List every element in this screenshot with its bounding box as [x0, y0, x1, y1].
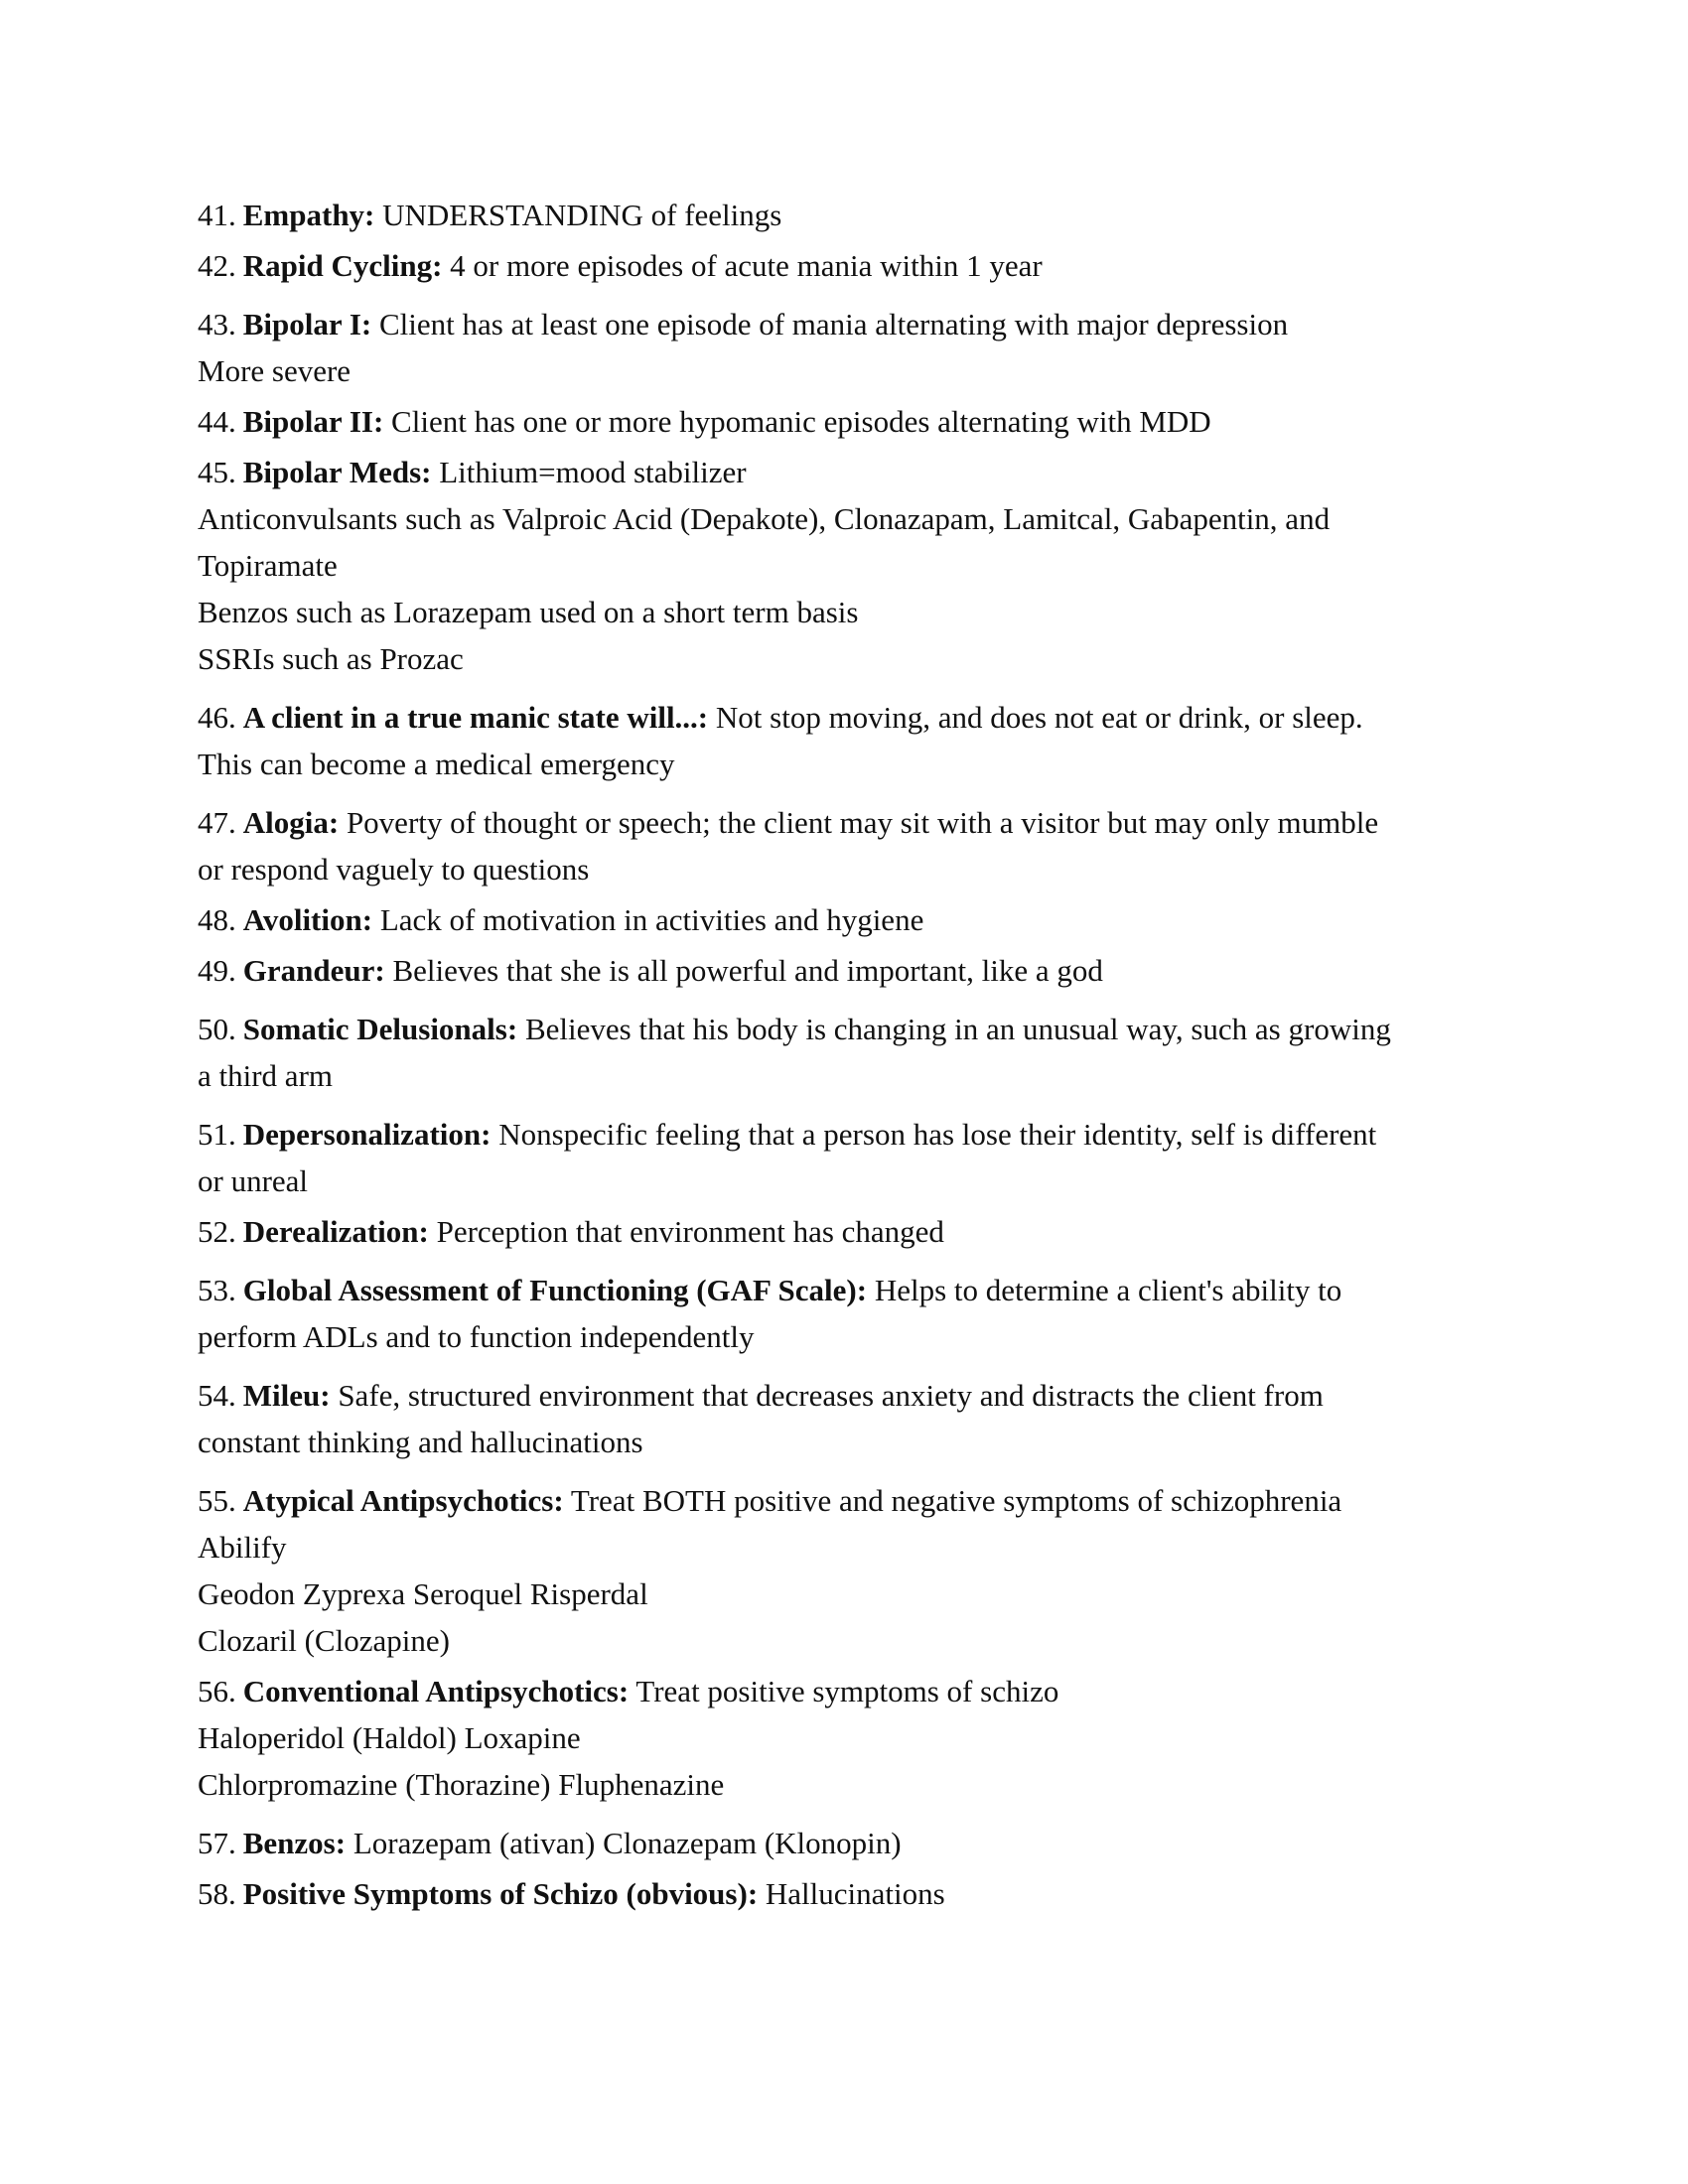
- glossary-entry: [198, 799, 1488, 892]
- entry-number: 52.: [198, 1214, 236, 1249]
- entry-term: Empathy:: [242, 198, 375, 232]
- entry-first-line: [198, 1208, 1488, 1255]
- entry-number: 58.: [198, 1876, 236, 1911]
- entry-definition: Believes that his body is changing in an unusual way, such as growing: [524, 1012, 1391, 1046]
- entry-number: 57.: [198, 1826, 236, 1860]
- glossary-entry: [198, 1668, 1488, 1808]
- entry-first-line: [198, 799, 1488, 846]
- entry-term: Benzos:: [242, 1826, 347, 1860]
- glossary-entry: [198, 242, 1488, 289]
- glossary-entry: [198, 896, 1488, 943]
- entry-number: 54.: [198, 1378, 236, 1413]
- entry-definition: Not stop moving, and does not eat or drink, or sleep.: [715, 700, 1363, 735]
- entry-definition: Treat positive symptoms of schizo: [635, 1674, 1059, 1708]
- entry-continuation-line: Benzos such as Lorazepam used on a short term basis: [198, 595, 859, 629]
- entry-term: Somatic Delusionals:: [242, 1012, 518, 1046]
- entry-term: Atypical Antipsychotics:: [242, 1483, 564, 1518]
- entry-definition: Client has at least one episode of mania alternating with major depression: [378, 307, 1289, 341]
- entry-first-line: [198, 449, 1488, 495]
- entry-term: Conventional Antipsychotics:: [242, 1674, 630, 1708]
- entry-definition: Treat BOTH positive and negative symptoms of schizophrenia: [570, 1483, 1342, 1518]
- entry-continuation-line: a third arm: [198, 1058, 334, 1093]
- entry-term: Global Assessment of Functioning (GAF Scale):: [242, 1273, 868, 1307]
- entry-first-line: [198, 947, 1488, 994]
- entry-first-line: [198, 1477, 1488, 1524]
- entry-definition: Client has one or more hypomanic episodes alternating with MDD: [391, 404, 1211, 439]
- entry-definition: Nonspecific feeling that a person has lose their identity, self is different: [498, 1117, 1377, 1152]
- entry-continuation-line: This can become a medical emergency: [198, 747, 675, 781]
- entry-definition: Helps to determine a client's ability to: [874, 1273, 1342, 1307]
- entry-number: 41.: [198, 198, 236, 232]
- entry-number: 51.: [198, 1117, 236, 1152]
- entry-continuation-line: Anticonvulsants such as Valproic Acid (Depakote), Clonazapam, Lamitcal, Gabapentin, and: [198, 501, 1331, 536]
- entry-first-line: [198, 192, 1488, 238]
- entry-term: Alogia:: [242, 805, 340, 840]
- entry-continuation-line: perform ADLs and to function independently: [198, 1319, 755, 1354]
- entry-number: 47.: [198, 805, 236, 840]
- entry-definition: UNDERSTANDING of feelings: [382, 198, 782, 232]
- entry-continuation-line: Clozaril (Clozapine): [198, 1623, 450, 1658]
- entry-number: 48.: [198, 902, 236, 937]
- glossary-entry: [198, 192, 1488, 238]
- entry-number: 42.: [198, 248, 236, 283]
- entry-definition: Perception that environment has changed: [436, 1214, 944, 1249]
- entry-number: 43.: [198, 307, 236, 341]
- glossary-entry: [198, 1477, 1488, 1664]
- entry-continuation-line: More severe: [198, 353, 352, 388]
- entry-number: 44.: [198, 404, 236, 439]
- entry-definition: 4 or more episodes of acute mania within 1 year: [450, 248, 1043, 283]
- entry-definition: Lithium=mood stabilizer: [439, 455, 747, 489]
- glossary-entry: [198, 398, 1488, 445]
- glossary-entry: [198, 947, 1488, 994]
- entry-number: 56.: [198, 1674, 236, 1708]
- entry-term: Grandeur:: [242, 953, 385, 988]
- entry-number: 50.: [198, 1012, 236, 1046]
- entry-term: Rapid Cycling:: [242, 248, 443, 283]
- entry-number: 46.: [198, 700, 236, 735]
- glossary-entry: [198, 1006, 1488, 1099]
- entry-first-line: [198, 1668, 1488, 1714]
- entry-first-line: [198, 694, 1488, 741]
- entry-continuation-line: Haloperidol (Haldol) Loxapine: [198, 1720, 581, 1755]
- entry-first-line: [198, 301, 1488, 347]
- entry-first-line: [198, 1006, 1488, 1052]
- entry-continuation-line: Abilify: [198, 1530, 287, 1565]
- entry-definition: Safe, structured environment that decreases anxiety and distracts the client from: [338, 1378, 1324, 1413]
- entry-continuation-line: Geodon Zyprexa Seroquel Risperdal: [198, 1576, 648, 1611]
- entry-definition: Lorazepam (ativan) Clonazepam (Klonopin): [352, 1826, 902, 1860]
- glossary-entry: [198, 1267, 1488, 1360]
- entry-continuation-line: Topiramate: [198, 548, 338, 583]
- entry-definition: Lack of motivation in activities and hygiene: [379, 902, 924, 937]
- glossary-list: [198, 192, 1488, 1921]
- entry-continuation-line: or unreal: [198, 1163, 309, 1198]
- entry-term: Bipolar II:: [242, 404, 384, 439]
- entry-first-line: [198, 1820, 1488, 1866]
- entry-term: Positive Symptoms of Schizo (obvious):: [242, 1876, 759, 1911]
- entry-term: Avolition:: [242, 902, 373, 937]
- entry-definition: Believes that she is all powerful and important, like a god: [392, 953, 1103, 988]
- glossary-entry: [198, 1372, 1488, 1465]
- entry-first-line: [198, 896, 1488, 943]
- entry-first-line: [198, 1870, 1488, 1917]
- entry-continuation-line: constant thinking and hallucinations: [198, 1425, 643, 1459]
- entry-number: 53.: [198, 1273, 236, 1307]
- glossary-entry: [198, 301, 1488, 394]
- entry-continuation-line: Chlorpromazine (Thorazine) Fluphenazine: [198, 1767, 725, 1802]
- entry-first-line: [198, 398, 1488, 445]
- glossary-entry: [198, 1208, 1488, 1255]
- entry-continuation-line: SSRIs such as Prozac: [198, 641, 464, 676]
- entry-number: 55.: [198, 1483, 236, 1518]
- entry-definition: Hallucinations: [765, 1876, 945, 1911]
- entry-number: 49.: [198, 953, 236, 988]
- entry-term: Derealization:: [242, 1214, 429, 1249]
- glossary-entry: [198, 449, 1488, 682]
- entry-number: 45.: [198, 455, 236, 489]
- entry-term: Mileu:: [242, 1378, 331, 1413]
- entry-first-line: [198, 1111, 1488, 1158]
- entry-term: A client in a true manic state will...:: [242, 700, 709, 735]
- entry-first-line: [198, 1372, 1488, 1419]
- entry-term: Bipolar Meds:: [242, 455, 432, 489]
- entry-first-line: [198, 1267, 1488, 1313]
- entry-term: Bipolar I:: [242, 307, 372, 341]
- glossary-entry: [198, 694, 1488, 787]
- entry-continuation-line: or respond vaguely to questions: [198, 852, 590, 887]
- glossary-entry: [198, 1820, 1488, 1866]
- glossary-entry: [198, 1870, 1488, 1917]
- entry-definition: Poverty of thought or speech; the client may sit with a visitor but may only mumble: [346, 805, 1379, 840]
- glossary-entry: [198, 1111, 1488, 1204]
- entry-term: Depersonalization:: [242, 1117, 492, 1152]
- entry-first-line: [198, 242, 1488, 289]
